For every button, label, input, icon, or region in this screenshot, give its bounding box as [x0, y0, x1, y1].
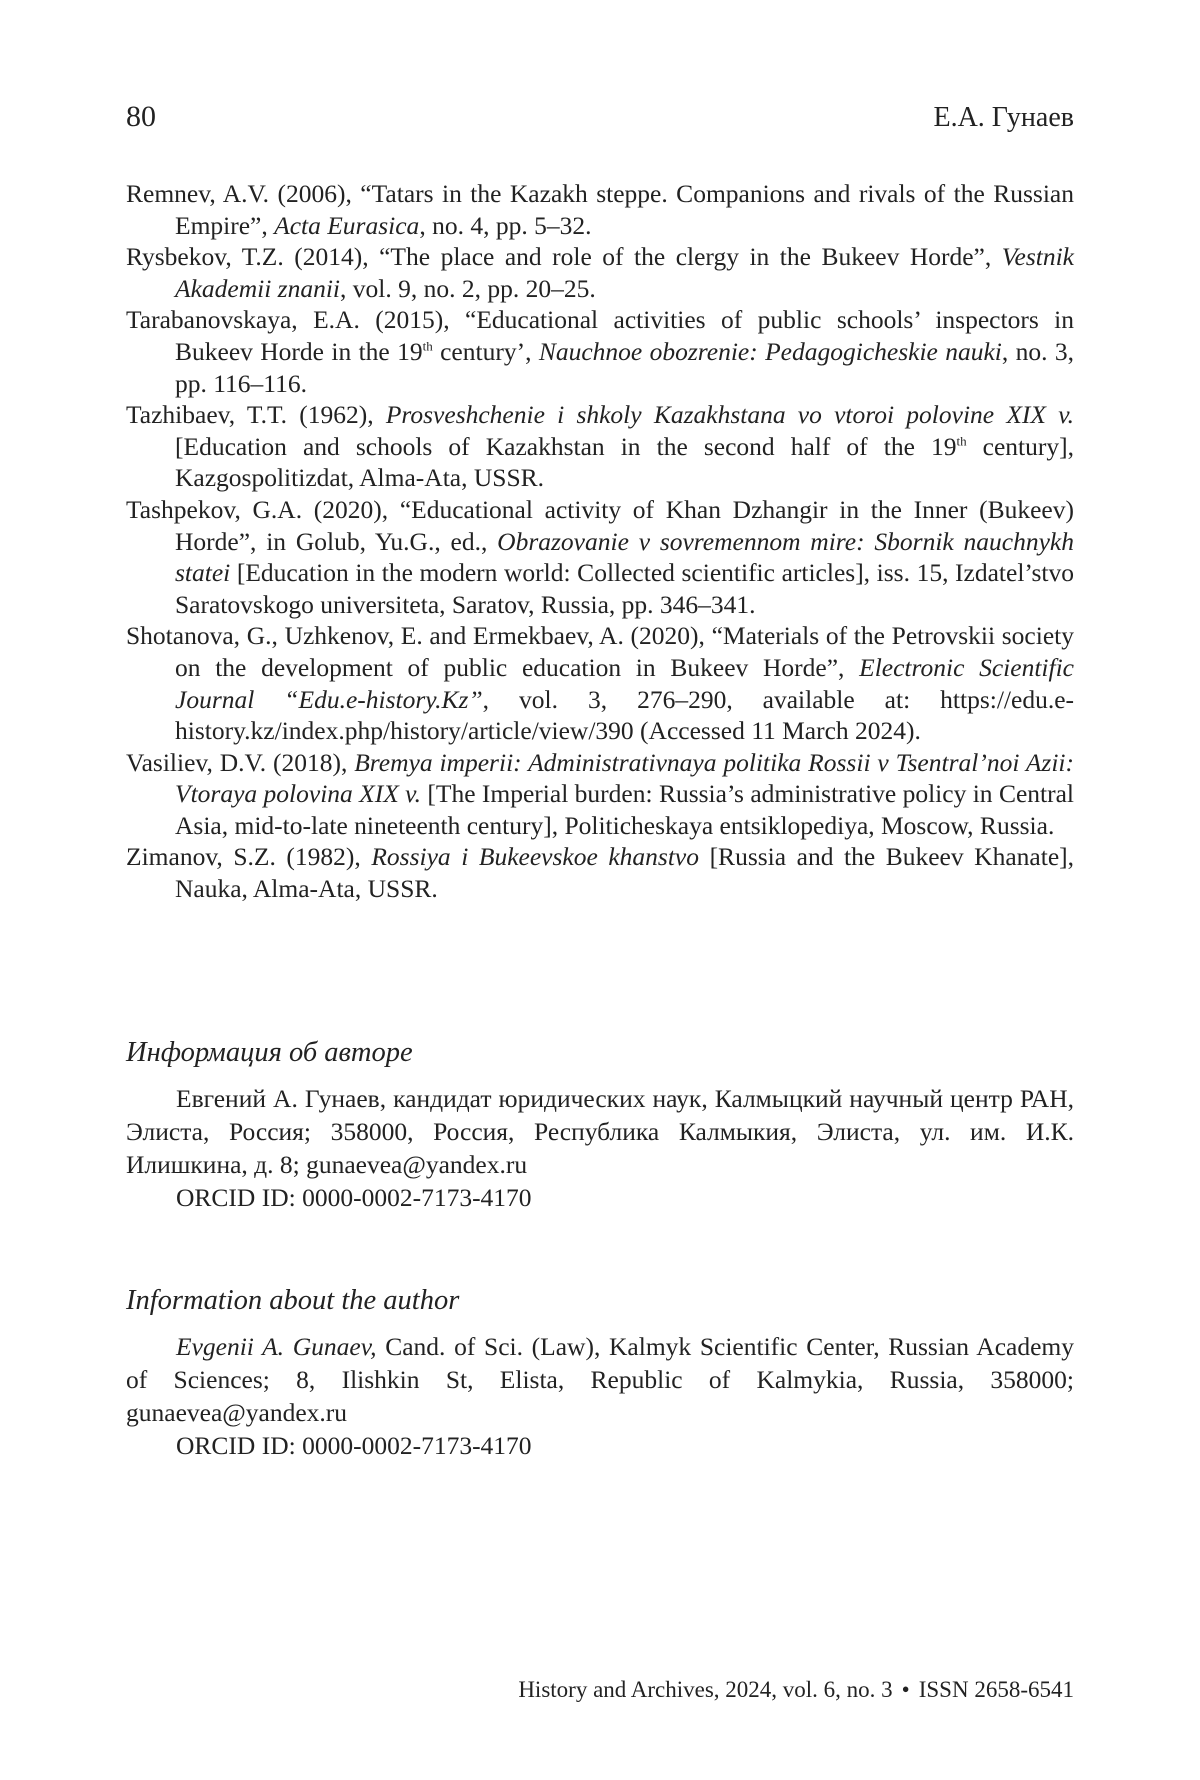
author-info-ru-text: Евгений А. Гунаев, кандидат юридических наук, Калмыцкий научный центр РАН, Элиста, Россия; 358000, Россия, Республика Калмыкия, Элиста, ул. им. И.К. Илишкина, д. 8; gunaevea@yandex.ru [126, 1082, 1074, 1181]
reference-item: Remnev, A.V. (2006), “Tatars in the Kazakh steppe. Companions and rivals of the Russian Empire”, Acta Eurasica, no. 4, pp. 5–32. [126, 178, 1074, 241]
reference-item: Tazhibaev, T.T. (1962), Prosveshchenie i shkoly Kazakhstana vo vtoroi polovine XIX v. [Education and schools of Kazakhstan in the second half of the 19th century], Kazgospolitizdat, Alma-Ata, USSR. [126, 399, 1074, 494]
author-info-en [126, 1330, 1074, 1462]
reference-item: Rysbekov, T.Z. (2014), “The place and role of the clergy in the Bukeev Horde”, Vestnik Akademii znanii, vol. 9, no. 2, pp. 20–25. [126, 241, 1074, 304]
reference-item: Tarabanovskaya, E.A. (2015), “Educational activities of public schools’ inspectors in Bukeev Horde in the 19th century’, Nauchnoe obozrenie: Pedagogicheskie nauki, no. 3, pp. 116–116. [126, 304, 1074, 399]
reference-item: Zimanov, S.Z. (1982), Rossiya i Bukeevskoe khanstvo [Russia and the Bukeev Khanate], Nauka, Alma-Ata, USSR. [126, 841, 1074, 904]
page [0, 0, 1200, 1780]
author-info-en-title: Information about the author [126, 1284, 459, 1318]
author-name-en: Evgenii A. Gunaev, [176, 1332, 377, 1361]
page-number: 80 [126, 100, 156, 134]
reference-item: Tashpekov, G.A. (2020), “Educational activity of Khan Dzhangir in the Inner (Bukeev) Horde”, in Golub, Yu.G., ed., Obrazovanie v sovremennom mire: Sbornik nauchnykh statei [Education in the modern world: Collected scientific articles], iss. 15, Izdatel’stvo Saratovskogo universiteta, Saratov, Russia, pp. 346–341. [126, 494, 1074, 620]
author-orcid-ru: ORCID ID: 0000-0002-7173-4170 [126, 1181, 1074, 1214]
journal-citation: History and Archives, 2024, vol. 6, no. 3 [518, 1677, 892, 1702]
footer-bullet: • [893, 1677, 919, 1702]
reference-item: Vasiliev, D.V. (2018), Bremya imperii: Administrativnaya politika Rossii v Tsentral’noi Azii: Vtoraya polovina XIX v. [The Imperial burden: Russia’s administrative policy in Central Asia, mid-to-late nineteenth century], Politicheskaya entsiklopediya, Moscow, Russia. [126, 747, 1074, 842]
author-orcid-en: ORCID ID: 0000-0002-7173-4170 [126, 1429, 1074, 1462]
author-info-ru-title: Информация об авторе [126, 1036, 413, 1070]
reference-item: Shotanova, G., Uzhkenov, E. and Ermekbaev, A. (2020), “Materials of the Petrovskii society on the development of public education in Bukeev Horde”, Electronic Scientific Journal “Edu.e-history.Kz”, vol. 3, 276–290, available at: https://edu.e-history.kz/index.php/history/article/view/390 (Accessed 11 March 2024). [126, 620, 1074, 746]
issn: ISSN 2658-6541 [919, 1677, 1074, 1702]
running-footer [518, 1676, 1074, 1704]
running-author: Е.А. Гунаев [933, 101, 1074, 135]
running-header [126, 100, 1074, 135]
reference-list [126, 178, 1074, 905]
author-info-ru [126, 1082, 1074, 1214]
author-info-en-text: Evgenii A. Gunaev, Cand. of Sci. (Law), Kalmyk Scientific Center, Russian Academy of Sciences; 8, Ilishkin St, Elista, Republic of Kalmykia, Russia, 358000; gunaevea@yandex.ru [126, 1330, 1074, 1429]
